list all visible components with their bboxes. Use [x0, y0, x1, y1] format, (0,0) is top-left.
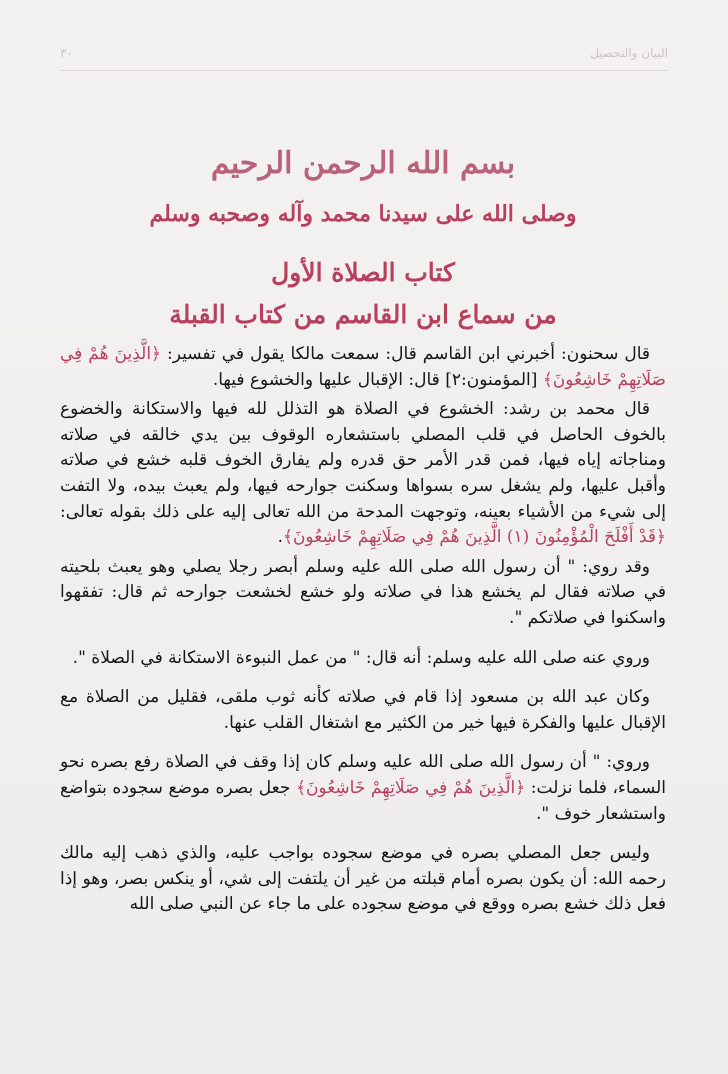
paragraph-4	[60, 646, 666, 672]
paragraph-text: [المؤمنون:٢] قال: الإقبال عليها والخشوع فيها.	[212, 369, 543, 390]
paragraph-5	[60, 685, 666, 736]
paragraph-3	[60, 555, 666, 632]
quran-verse: ﴿الَّذِينَ هُمْ فِي صَلَاتِهِمْ خَاشِعُونَ﴾	[295, 777, 526, 798]
page-content	[60, 140, 666, 922]
header-book-name: البيان والتحصيل	[590, 46, 668, 60]
paragraph-text: قال محمد بن رشد: الخشوع في الصلاة هو التذلل لله فيها والاستكانة والخضوع بالخوف الحاصل في قلب المصلي باستشعاره الوقوف بين يدي خالقه في صلاته ومناجاته إياه فيها، فمن قدر الأمر حق قدره ولم يفارق الخوف قلبه خشع في صلاته وأقبل عليها، ولم يشغل سره بسواها وسكنت جوارحه فيها، ولم يعبث بيده، ولا التفت إلى شيء من الأشياء بعينه، وتوجهت المدحة من الله تعالى إليه على ذلك بقوله تعالى:	[60, 399, 666, 522]
invocation: وصلى الله على سيدنا محمد وآله وصحبه وسلم	[149, 201, 577, 227]
paragraph-2	[60, 397, 666, 551]
paragraph-text: .	[277, 527, 283, 548]
basmala: بسم الله الرحمن الرحيم	[210, 146, 516, 181]
paragraph-7	[60, 841, 666, 918]
paragraph-text: وروي: " أن رسول الله صلى الله عليه وسلم كان إذا وقف في الصلاة رفع بصره نحو السماء، فلما نزلت:	[60, 752, 666, 798]
quran-verse: ﴿قَدْ أَفْلَحَ الْمُؤْمِنُونَ (١) الَّذِينَ هُمْ فِي صَلَاتِهِمْ خَاشِعُونَ﴾	[282, 527, 666, 548]
paragraph-6	[60, 750, 666, 827]
paragraph-1	[60, 342, 666, 393]
book-title: كتاب الصلاة الأول	[271, 258, 455, 287]
paragraph-text: وكان عبد الله بن مسعود إذا قام في صلاته كأنه ثوب ملقى، فقليل من الصلاة مع الإقبال عليها والفكرة فيها خير من الكثير مع اشتغال القلب عنها.	[60, 687, 666, 733]
paragraph-text: وروي عنه صلى الله عليه وسلم: أنه قال: " من عمل النبوءة الاستكانة في الصلاة ".	[72, 647, 650, 668]
paragraph-text: جعل بصره موضع سجوده بتواضع واستشعار خوف ".	[60, 777, 666, 824]
header-page-number: ٣٠	[60, 46, 73, 60]
quran-verse: ﴿الَّذِينَ هُمْ فِي صَلَاتِهِمْ خَاشِعُونَ﴾	[60, 344, 666, 390]
paragraph-text: وليس جعل المصلي بصره في موضع سجوده بواجب عليه، والذي ذهب إليه مالك رحمه الله: أن يكون بصره أمام قبلته من غير أن يلتفت إلى شي، أو ينكس بصر، وهو إذا فعل ذلك خشع بصره ووقع في موضع سجوده على ما جاء عن النبي صلى الله	[60, 843, 666, 915]
book-subtitle: من سماع ابن القاسم من كتاب القبلة	[169, 300, 557, 329]
paragraph-text: قال سحنون: أخبرني ابن القاسم قال: سمعت مالكا يقول في تفسير:	[161, 344, 651, 364]
paragraph-text: وقد روي: " أن رسول الله صلى الله عليه وسلم أبصر رجلا يصلي وهو يعبث بلحيته في صلاته فقال لم يخشع هذا في صلاته ولو خشع لخشعت جوارحه ثم قال: تفقهوا واسكنوا في صلاتكم ".	[60, 556, 666, 628]
running-header	[60, 40, 668, 71]
